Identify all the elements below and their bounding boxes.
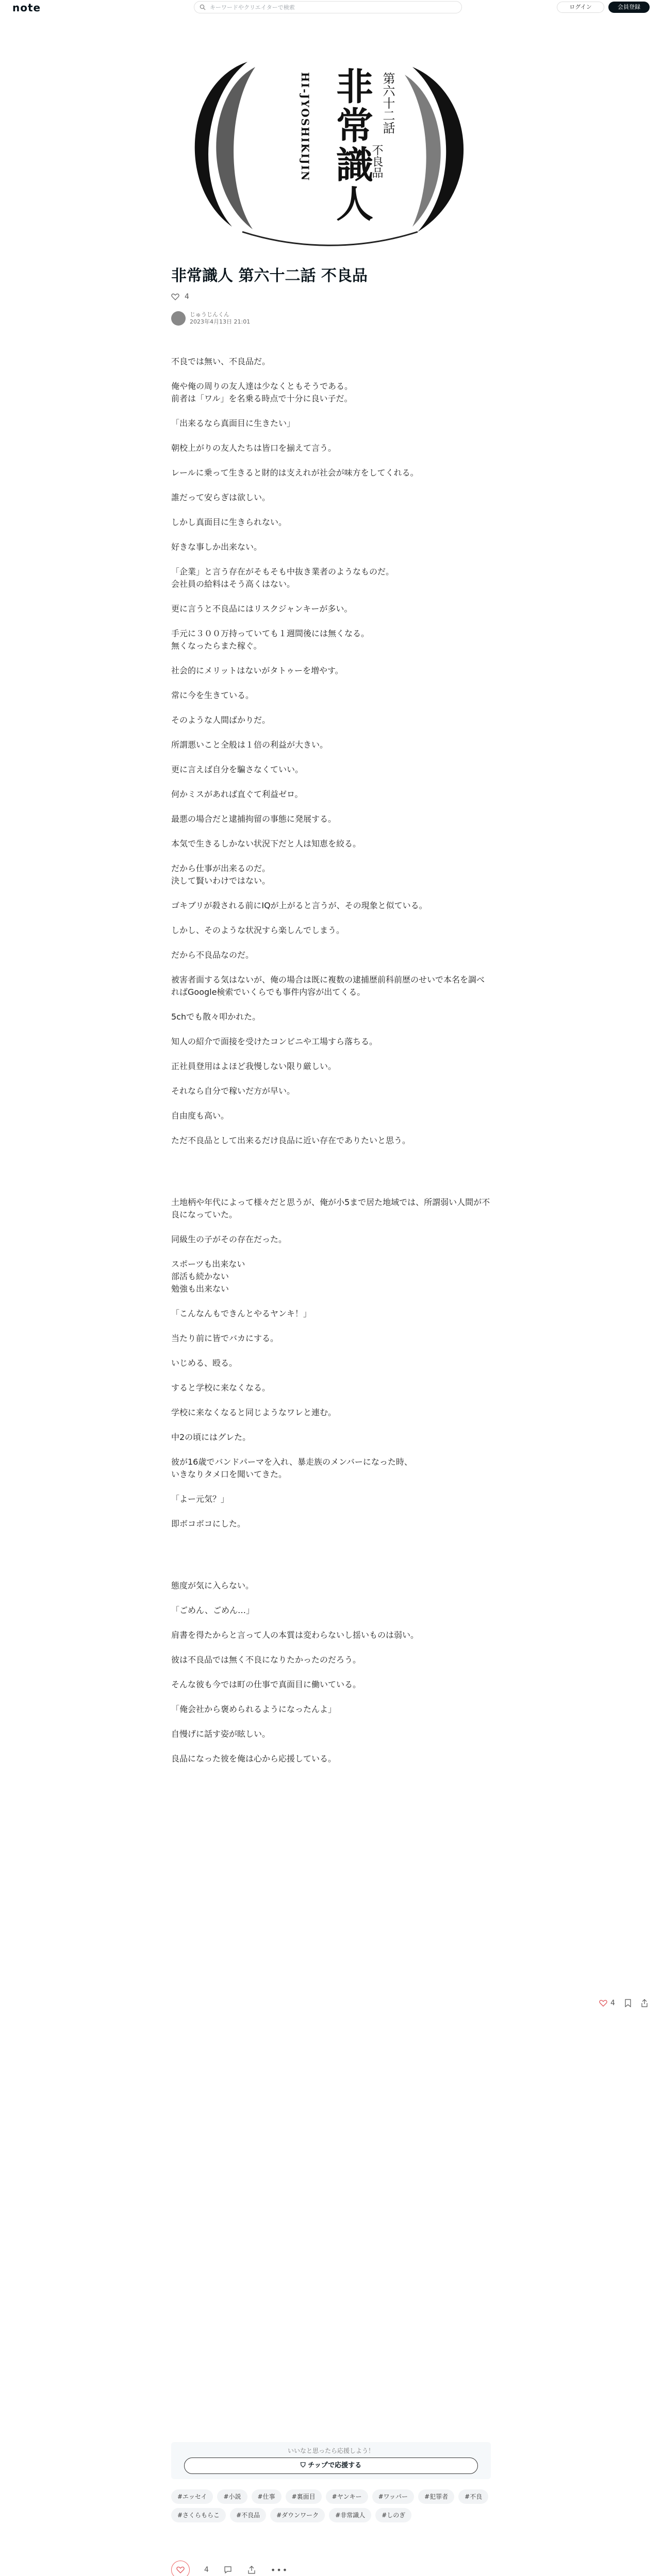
body-paragraph: 自慢げに話す姿が眩しい。 [171, 1729, 271, 1739]
body-paragraph [171, 1543, 491, 1567]
search-placeholder: キーワードやクリエイターで検索 [210, 4, 295, 11]
body-paragraph: 何かミスがあれば直ぐて利益ゼロ。 [171, 789, 303, 799]
body-paragraph: レールに乗って生きると財的は支えれが社会が味方をしてくれる。 [171, 468, 419, 478]
note-logo[interactable]: note [12, 2, 41, 14]
login-button[interactable]: ログイン [557, 2, 604, 13]
body-paragraph: それなら自分で稼いだ方が早い。 [171, 1086, 295, 1096]
article-title: 非常識人 第六十二話 不良品 [171, 267, 368, 285]
body-paragraph: 自由度も高い。 [171, 1111, 229, 1121]
body-paragraph: スポーツも出来ない 部活も続かない 勉強も出来ない [171, 1259, 245, 1294]
share-icon[interactable] [641, 1999, 648, 2007]
tag-chip[interactable]: #仕事 [252, 2489, 282, 2504]
body-paragraph: そんな彼も今では町の仕事で真面目に働いている。 [171, 1680, 361, 1689]
heart-icon [171, 293, 179, 301]
body-paragraph: 「俺会社から褒められるようになったんよ」 [171, 1704, 337, 1714]
tip-icon: ⛉ [300, 2462, 308, 2469]
body-paragraph: 常に今を生きている。 [171, 690, 254, 700]
body-paragraph: すると学校に来なくなる。 [171, 1383, 271, 1393]
hero-text-roman: HI-JYOSHIKIJIN [299, 72, 311, 182]
body-paragraph: 更に言えば自分を騙さなくていい。 [171, 765, 304, 774]
body-paragraph: 被害者面する気はないが、俺の場合は既に複数の逮捕歴前科前歴のせいで本名を調べればGoogle検索でいくらでも事件内容が出てくる。 [171, 975, 485, 997]
tag-chip[interactable]: #ワッパー [372, 2489, 414, 2504]
body-paragraph: 手元に３００万持っていても１週間後には無くなる。 無くなったらまた稼ぐ。 [171, 629, 370, 651]
body-paragraph: 当たり前に皆でバカにする。 [171, 1333, 279, 1343]
tag-chip[interactable]: #不良品 [230, 2508, 266, 2522]
tag-chip[interactable]: #エッセイ [171, 2489, 213, 2504]
tag-list [171, 2489, 501, 2522]
support-box [171, 2442, 491, 2479]
support-label: いいなと思ったら応援しよう！ [287, 2447, 374, 2454]
publish-date: 2023年4月13日 21:01 [190, 318, 251, 325]
body-paragraph: 朝校上がりの友人たちは皆口を揃えて言う。 [171, 443, 337, 453]
body-paragraph: 彼は不良品では無く不良になりたかったのだろう。 [171, 1655, 361, 1665]
tag-chip[interactable]: #ダウンワーク [270, 2508, 325, 2522]
body-paragraph: 最悪の場合だと逮捕拘留の事態に発展する。 [171, 814, 337, 824]
body-paragraph: 好きな事しか出来ない。 [171, 542, 262, 552]
article-body [171, 355, 491, 1777]
body-paragraph: 知人の紹介で面接を受けたコンビニや工場すら落ちる。 [171, 1037, 378, 1046]
tag-chip[interactable]: #不良 [458, 2489, 488, 2504]
body-paragraph: 同級生の子がその存在だった。 [171, 1234, 287, 1244]
body-paragraph: 即ボコボコにした。 [171, 1519, 246, 1529]
body-paragraph: ただ不良品として出来るだけ良品に近い存在でありたいと思う。 [171, 1136, 411, 1145]
author-row[interactable] [171, 311, 250, 326]
heart-icon [599, 1999, 607, 2007]
body-paragraph: 俺や俺の周りの友人達は少なくともそうである。 前者は「ワル」を名乗る時点で十分に良い子だ。 [171, 381, 353, 403]
hero-text-episode: 第六十二話 [380, 72, 395, 134]
more-icon[interactable]: ••• [270, 2565, 289, 2575]
like-count: 4 [185, 293, 189, 301]
article-actions [171, 2561, 288, 2576]
side-actions [599, 1999, 648, 2007]
body-paragraph: 「こんなんもできんとやるヤンキ！」 [171, 1309, 311, 1318]
tag-chip[interactable]: #小説 [217, 2489, 247, 2504]
action-like-count: 4 [204, 2566, 209, 2574]
body-paragraph: 中2の頃にはグレた。 [171, 1432, 251, 1442]
body-paragraph: 正社員登用はよほど我慢しない限り厳しい。 [171, 1061, 337, 1071]
body-paragraph: いじめる、殴る。 [171, 1358, 238, 1368]
body-paragraph: 土地柄や年代によって様々だと思うが、俺が小5まで居た地域では、所謂弱い人間が不良になっていた。 [171, 1197, 490, 1219]
signup-button[interactable]: 会員登録 [608, 2, 650, 13]
like-button[interactable] [171, 2561, 190, 2576]
body-paragraph: 「ごめん、ごめん…」 [171, 1605, 254, 1615]
comment-icon[interactable] [223, 2565, 233, 2574]
avatar[interactable] [171, 311, 186, 326]
body-paragraph: しかし真面目に生きられない。 [171, 517, 287, 527]
author-name[interactable]: じゅうじんくん [190, 311, 229, 318]
side-like-count: 4 [610, 1999, 615, 2007]
body-paragraph: 更に言うと不良品にはリスクジャンキーが多い。 [171, 604, 353, 614]
body-paragraph: だから不良品なのだ。 [171, 950, 254, 960]
share-icon[interactable] [247, 2565, 256, 2574]
tag-chip[interactable]: #さくらもらこ [171, 2508, 226, 2522]
body-paragraph: 態度が気に入らない。 [171, 1581, 254, 1590]
body-paragraph: 社会的にメリットはないがタトゥーを増やす。 [171, 666, 343, 675]
site-header [0, 0, 662, 14]
tag-chip[interactable]: #非常識人 [329, 2508, 371, 2522]
tag-chip[interactable]: #裏面目 [286, 2489, 322, 2504]
tip-button[interactable] [184, 2458, 478, 2474]
search-input[interactable] [194, 1, 462, 13]
body-paragraph: 所謂悪いこと全般は１倍の利益が大きい。 [171, 740, 328, 750]
body-paragraph: 誰だって安らぎは欲しい。 [171, 493, 271, 502]
like-count-top[interactable] [171, 293, 189, 301]
body-paragraph: 肩書を得たからと言って人の本質は変わらないし揺いものは弱い。 [171, 1630, 419, 1640]
body-paragraph: しかし、そのような状況すら楽しんでしまう。 [171, 925, 345, 935]
body-paragraph: 「よー元気？」 [171, 1494, 229, 1504]
body-paragraph [171, 1159, 491, 1184]
body-paragraph: だから仕事が出来るのだ。 決して賢いわけではない。 [171, 863, 271, 886]
tip-button-label: チップで応援する [308, 2462, 362, 2469]
body-paragraph: 5chでも散々叩かれた。 [171, 1012, 261, 1022]
body-paragraph: ゴキブリが殺される前にIQが上がると言うが、その現象と似ている。 [171, 901, 427, 910]
body-paragraph: 良品になった彼を俺は心から応援している。 [171, 1754, 337, 1764]
body-paragraph: 彼が16歳でバンドパーマを入れ、暴走族のメンバーになった時、 いきなりタメ口を聞いてきた。 [171, 1457, 412, 1479]
body-paragraph: 本気で生きるしかない状況下だと人は知恵を絞る。 [171, 839, 361, 849]
body-paragraph: 学校に来なくなると同じようなワレと連む。 [171, 1408, 337, 1417]
hero-text-main: 非常識人 [330, 67, 374, 224]
bookmark-icon[interactable] [624, 1999, 632, 2007]
body-paragraph: 「企業」と言う存在がそもそも中抜き業者のようなものだ。 会社員の給料はそう高くはない。 [171, 567, 394, 589]
hero-text-subtitle: 不良品 [370, 144, 383, 178]
tag-chip[interactable]: #しのぎ [375, 2508, 411, 2522]
heart-icon [176, 2566, 185, 2574]
body-paragraph: 「出来るなら真面目に生きたい」 [171, 418, 295, 428]
body-paragraph: そのような人間ばかりだ。 [171, 715, 271, 725]
tag-chip[interactable]: #犯罪者 [418, 2489, 454, 2504]
body-paragraph: 不良では無い、不良品だ。 [171, 357, 271, 366]
hero-image [170, 52, 490, 247]
tag-chip[interactable]: #ヤンキー [326, 2489, 368, 2504]
side-like[interactable] [599, 1999, 615, 2007]
search-icon [200, 4, 206, 10]
